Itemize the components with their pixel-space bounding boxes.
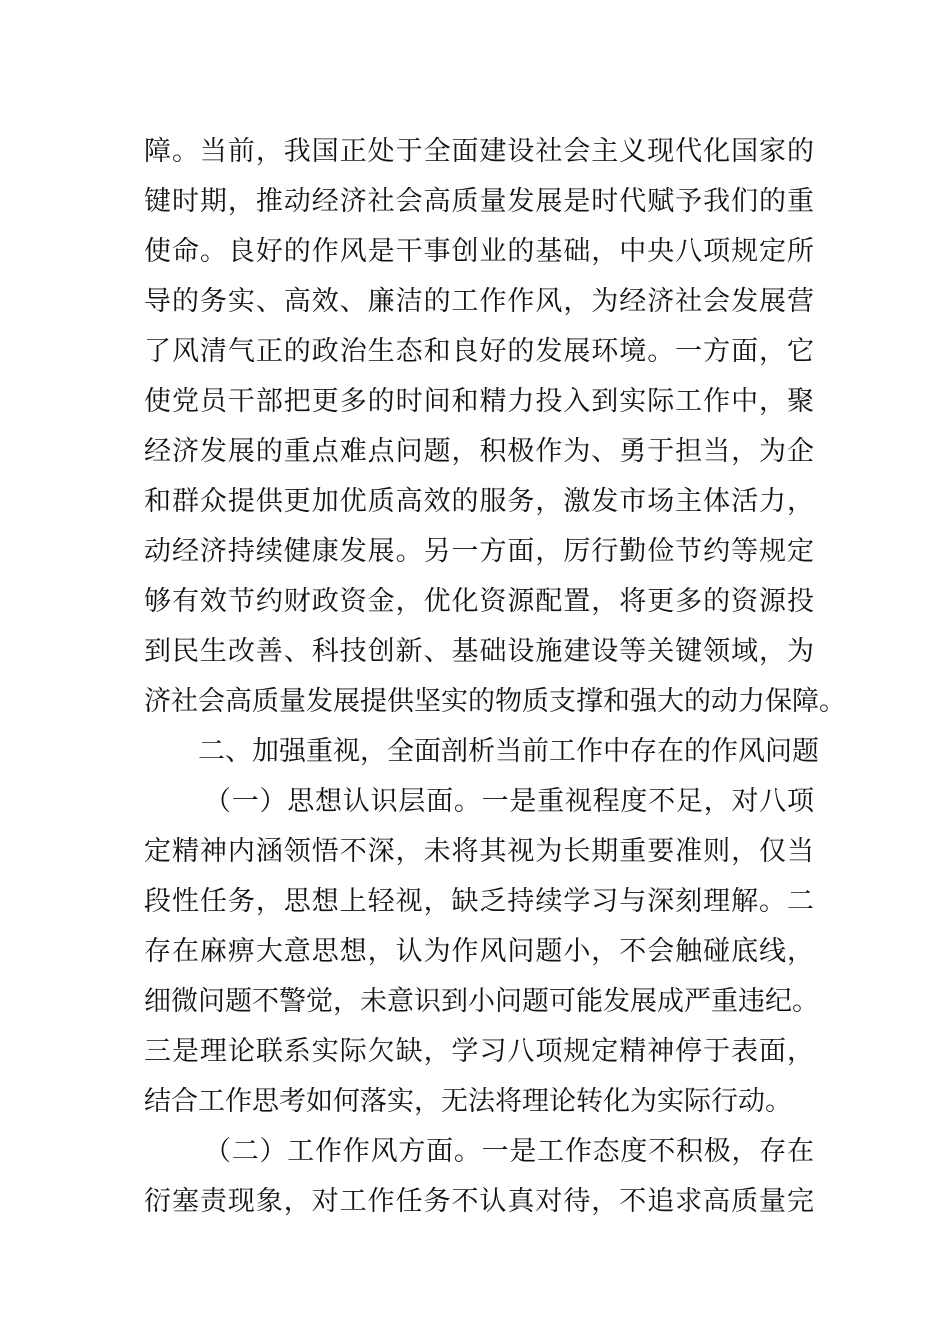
paragraph-line: 存在麻痹大意思想，认为作风问题小，不会触碰底线， <box>144 936 814 967</box>
paragraph-line: 段性任务，思想上轻视，缺乏持续学习与深刻理解。二 <box>144 886 814 917</box>
paragraph-line: 细微问题不警觉，未意识到小问题可能发展成严重违纪。 <box>144 986 819 1017</box>
paragraph-line: （一）思想认识层面。一是重视程度不足，对八项 <box>204 786 814 817</box>
section-heading: 二、加强重视，全面剖析当前工作中存在的作风问题 <box>198 736 819 767</box>
paragraph-line: 和群众提供更加优质高效的服务，激发市场主体活力， <box>144 486 814 517</box>
paragraph-line: 了风清气正的政治生态和良好的发展环境。一方面，它 <box>144 336 814 367</box>
paragraph-line: 使命。良好的作风是干事创业的基础，中央八项规定所 <box>144 236 814 267</box>
paragraph-line: 结合工作思考如何落实，无法将理论转化为实际行动。 <box>144 1086 792 1117</box>
paragraph-line: 到民生改善、科技创新、基础设施建设等关键领域，为 <box>144 636 814 667</box>
body-text <box>144 127 846 1227</box>
paragraph-line: 够有效节约财政资金，优化资源配置，将更多的资源投 <box>144 586 814 617</box>
paragraph-line: 定精神内涵领悟不深，未将其视为长期重要准则，仅当 <box>144 836 814 867</box>
paragraph-line: 经济发展的重点难点问题，积极作为、勇于担当，为企 <box>144 436 814 467</box>
paragraph-line: 动经济持续健康发展。另一方面，厉行勤俭节约等规定 <box>144 536 814 567</box>
paragraph-line: 三是理论联系实际欠缺，学习八项规定精神停于表面， <box>144 1036 814 1067</box>
paragraph-line: 衍塞责现象，对工作任务不认真对待，不追求高质量完 <box>144 1186 814 1217</box>
paragraph-line: （二）工作作风方面。一是工作态度不积极，存在 <box>204 1136 814 1167</box>
paragraph-line: 导的务实、高效、廉洁的工作作风，为经济社会发展营 <box>144 286 814 317</box>
paragraph-line: 障。当前，我国正处于全面建设社会主义现代化国家的 <box>144 136 814 167</box>
paragraph-line: 济社会高质量发展提供坚实的物质支撑和强大的动力保障。 <box>144 686 846 717</box>
paragraph-line: 键时期，推动经济社会高质量发展是时代赋予我们的重 <box>144 186 814 217</box>
paragraph-line: 使党员干部把更多的时间和精力投入到实际工作中，聚 <box>144 386 814 417</box>
